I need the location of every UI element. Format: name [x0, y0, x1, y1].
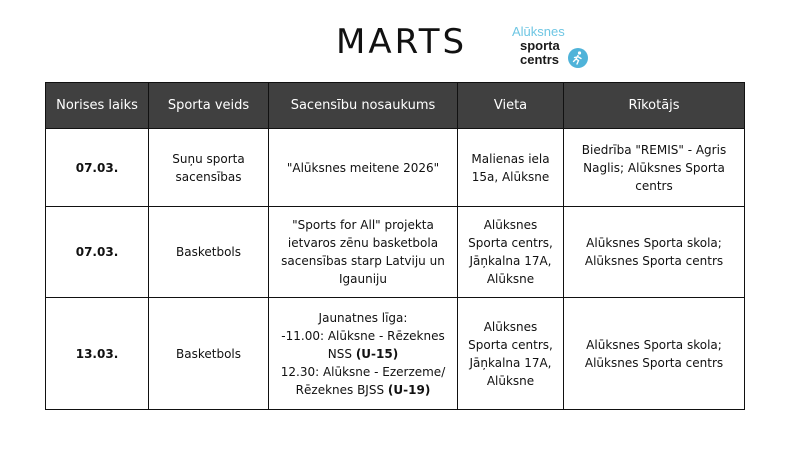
cell-place: Alūksnes Sporta centrs, Jāņkalna 17A, Alūksne	[458, 298, 564, 410]
events-table	[45, 82, 745, 410]
header-date: Norises laiks	[46, 83, 149, 129]
table-header-row	[46, 83, 745, 129]
cell-place: Alūksnes Sporta centrs, Jāņkalna 17A, Alūksne	[458, 207, 564, 298]
sporta-centrs-logo	[512, 24, 602, 72]
table-row	[46, 129, 745, 207]
header-organizer: Rīkotājs	[564, 83, 745, 129]
cell-place: Malienas iela 15a, Alūksne	[458, 129, 564, 207]
logo-text-line2: sporta	[520, 38, 560, 53]
header-place: Vieta	[458, 83, 564, 129]
cell-event-name: Jaunatnes līga: -11.00: Alūksne - Rēzeknes NSS (U-15) 12.30: Alūksne - Ezerzeme/ Rēzeknes BJSS (U-19)	[269, 298, 458, 410]
cell-sport: Basketbols	[149, 298, 269, 410]
table-row	[46, 298, 745, 410]
cell-sport: Suņu sporta sacensības	[149, 129, 269, 207]
cell-event-name: "Alūksnes meitene 2026"	[269, 129, 458, 207]
cell-date: 07.03.	[46, 129, 149, 207]
cell-sport: Basketbols	[149, 207, 269, 298]
logo-text-line1: Alūksnes	[512, 24, 565, 39]
cell-organizer: Alūksnes Sporta skola; Alūksnes Sporta centrs	[564, 207, 745, 298]
page-title: MARTS	[336, 22, 468, 62]
header-sport: Sporta veids	[149, 83, 269, 129]
cell-date: 07.03.	[46, 207, 149, 298]
logo-text-line3: centrs	[520, 52, 560, 67]
runner-icon	[568, 48, 588, 68]
table-row	[46, 207, 745, 298]
cell-date: 13.03.	[46, 298, 149, 410]
cell-organizer: Biedrība "REMIS" - Agris Naglis; Alūksnes Sporta centrs	[564, 129, 745, 207]
header-event-name: Sacensību nosaukums	[269, 83, 458, 129]
cell-event-name: "Sports for All" projekta ietvaros zēnu basketbola sacensības starp Latviju un Igauniju	[269, 207, 458, 298]
cell-organizer: Alūksnes Sporta skola; Alūksnes Sporta centrs	[564, 298, 745, 410]
